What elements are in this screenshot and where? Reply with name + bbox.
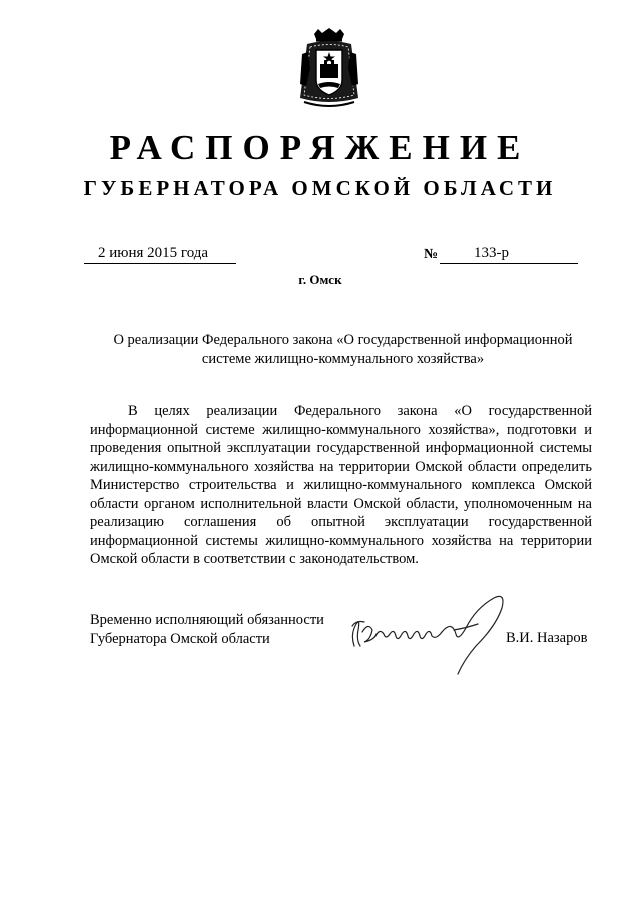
document-title: РАСПОРЯЖЕНИЕ — [109, 128, 531, 167]
number-field — [440, 244, 578, 264]
document-body — [90, 402, 592, 569]
handwritten-signature — [346, 590, 524, 676]
city-label: г. Омск — [298, 272, 342, 287]
body-paragraph: В целях реализации Федерального закона «О государственной информационной системе жилищно-коммунального хозяйства», подготовки и проведения опытной эксплуатации государственной информационной системы жилищно-коммунального хозяйства на территории Омской области определить Министерство строительства и жилищно-коммунального комплекса Омской области органом исполнительной власти Омской области, уполномоченным на реализацию соглашения об опытной эксплуатации государственной информационной системы жилищно-коммунального хозяйства на территории Омской области в соответствии с законодательством. — [90, 403, 592, 567]
number-label: № — [424, 247, 439, 262]
date-field — [84, 244, 236, 264]
document-number: 133-р — [474, 245, 509, 261]
heading-line-2: системе жилищно-коммунального хозяйства» — [201, 351, 485, 367]
position-line-1: Временно исполняющий обязанности — [90, 612, 324, 628]
heading-line-1: О реализации Федерального закона «О государственной информационной — [113, 332, 573, 348]
position-line-2: Губернатора Омской области — [90, 631, 270, 647]
document-subtitle: ГУБЕРНАТОРА ОМСКОЙ ОБЛАСТИ — [83, 176, 557, 200]
signer-name: В.И. Назаров — [506, 630, 588, 646]
document-heading — [100, 331, 586, 369]
signatory-position — [90, 611, 324, 649]
document-date: 2 июня 2015 года — [98, 245, 209, 261]
coat-of-arms-icon — [294, 28, 364, 110]
